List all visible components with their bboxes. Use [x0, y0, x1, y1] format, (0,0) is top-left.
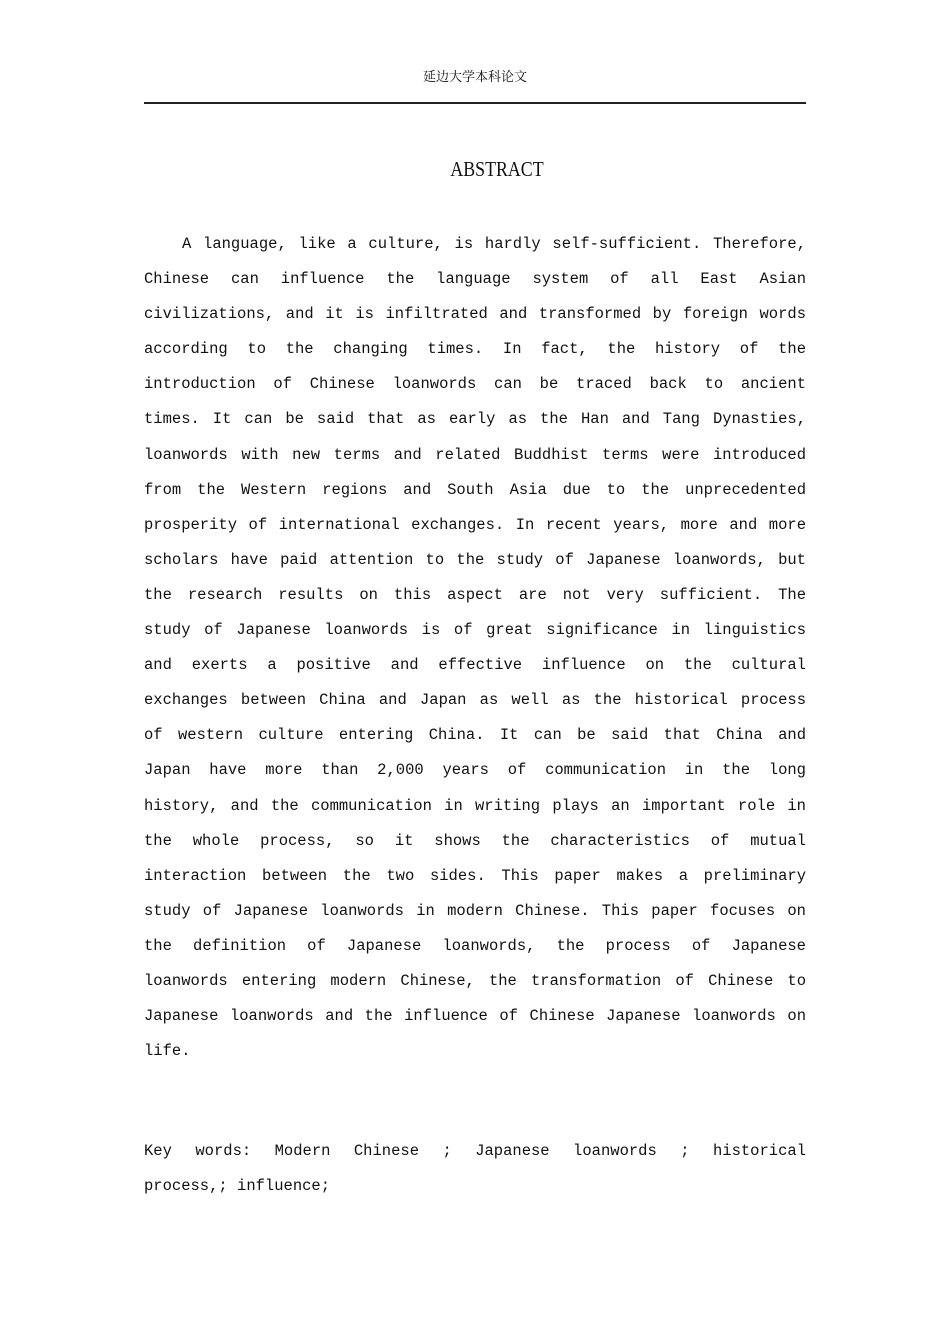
abstract-line: Japanese loanwords and the influence of Chinese Japanese loanwords on: [144, 1007, 806, 1026]
abstract-body: [144, 227, 806, 1069]
abstract-line: scholars have paid attention to the study of Japanese loanwords, but: [144, 550, 806, 569]
abstract-line: exchanges between China and Japan as well as the historical process: [144, 691, 806, 710]
keywords-line: process,; influence;: [144, 1177, 331, 1196]
page-header: 延边大学本科论文: [422, 70, 527, 85]
abstract-line: study of Japanese loanwords in modern Chinese. This paper focuses on: [144, 901, 806, 920]
abstract-line: study of Japanese loanwords is of great significance in linguistics: [144, 621, 806, 640]
abstract-line: the definition of Japanese loanwords, the process of Japanese: [144, 936, 806, 955]
abstract-line: introduction of Chinese loanwords can be traced back to ancient: [144, 375, 806, 394]
abstract-line: the research results on this aspect are not very sufficient. The: [144, 585, 806, 604]
abstract-line: according to the changing times. In fact, the history of the: [144, 340, 806, 359]
abstract-line: A language, like a culture, is hardly self-sufficient. Therefore,: [182, 235, 806, 253]
abstract-line: interaction between the two sides. This paper makes a preliminary: [144, 866, 806, 885]
abstract-line: history, and the communication in writing plays an important role in: [144, 796, 806, 815]
keywords-line: Key words: Modern Chinese ; Japanese loanwords ; historical: [144, 1142, 806, 1160]
abstract-line: Chinese can influence the language system of all East Asian: [144, 270, 806, 289]
abstract-line: life.: [144, 1042, 191, 1061]
abstract-line: and exerts a positive and effective influence on the cultural: [144, 656, 806, 675]
abstract-line: Japan have more than 2,000 years of communication in the long: [144, 761, 806, 780]
abstract-line: times. It can be said that as early as the Han and Tang Dynasties,: [144, 410, 806, 429]
abstract-title: ABSTRACT: [450, 157, 544, 181]
abstract-line: loanwords with new terms and related Buddhist terms were introduced: [144, 445, 806, 464]
abstract-line: civilizations, and it is infiltrated and transformed by foreign words: [144, 305, 806, 324]
abstract-line: from the Western regions and South Asia due to the unprecedented: [144, 480, 806, 499]
abstract-line: loanwords entering modern Chinese, the transformation of Chinese to: [144, 971, 806, 990]
abstract-line: prosperity of international exchanges. In recent years, more and more: [144, 515, 806, 534]
abstract-line: the whole process, so it shows the characteristics of mutual: [144, 831, 806, 850]
keywords: [144, 1134, 806, 1204]
header-rule: [144, 102, 806, 104]
abstract-line: of western culture entering China. It can be said that China and: [144, 726, 806, 745]
